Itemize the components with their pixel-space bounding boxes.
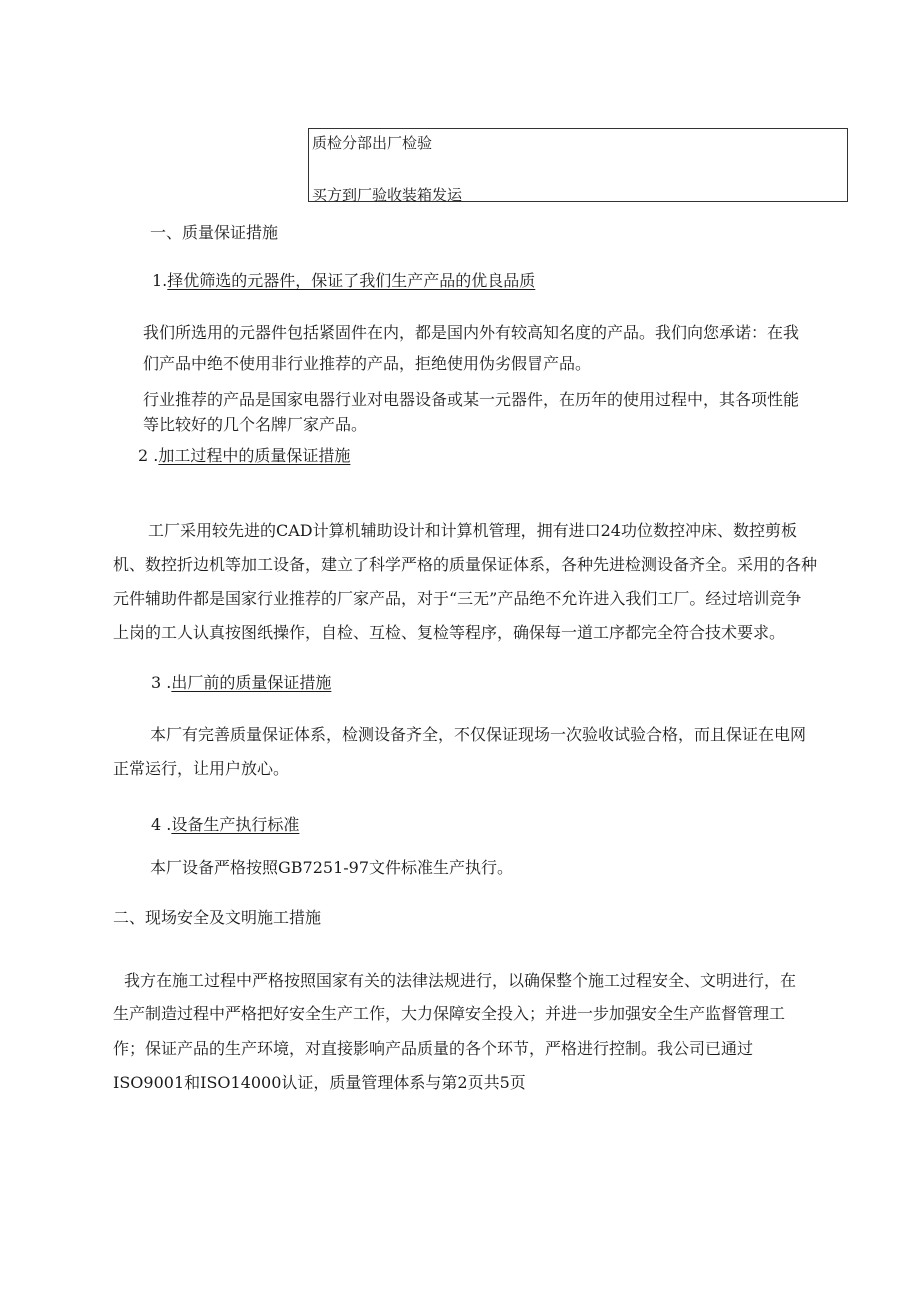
item-2-para-line-4: 上岗的工人认真按图纸操作，自检、互检、复检等程序，确保每一道工序都完全符合技术要求。: [113, 623, 786, 642]
item-1-para-2-line-1: 行业推荐的产品是国家电器行业对电器设备或某一元器件，在历年的使用过程中，其各项性能: [143, 390, 800, 409]
item-1-title: 择优筛选的元器件，保证了我们生产产品的优良品质: [167, 271, 536, 290]
section-2-para-line-3: 作；保证产品的生产环境，对直接影响产品质量的各个环节，严格进行控制。我公司已通过: [113, 1039, 754, 1058]
item-1-para-1-line-1: 我们所选用的元器件包括紧固件在内，都是国内外有较高知名度的产品。我们向您承诺：在我: [143, 323, 800, 342]
item-3-number: 3 .: [151, 673, 172, 692]
flow-step-box: [308, 128, 848, 202]
section-2-para-line-2: 生产制造过程中严格把好安全生产工作，大力保障安全投入；并进一步加强安全生产监督管理工: [113, 1004, 786, 1023]
item-3-para-line-2: 正常运行，让用户放心。: [113, 759, 290, 778]
item-2-title: 加工过程中的质量保证措施: [158, 446, 351, 465]
item-1-para-2-line-2: 等比较好的几个名牌厂家产品。: [143, 415, 368, 434]
section-1-title: 一、质量保证措施: [150, 223, 279, 242]
item-3-para-line-1: 本厂有完善质量保证体系，检测设备齐全，不仅保证现场一次验收试验合格，而且保证在电网: [150, 725, 807, 744]
item-2-para-line-2: 机、数控折边机等加工设备，建立了科学严格的质量保证体系，各种先进检测设备齐全。采用的各种: [113, 555, 818, 574]
item-2-para-line-1: 工厂采用较先进的CAD计算机辅助设计和计算机管理，拥有进口24功位数控冲床、数控剪板: [148, 521, 797, 540]
item-2-number: 2 .: [138, 446, 159, 465]
item-4-number: 4 .: [151, 815, 172, 834]
item-2-para-line-3: 元件辅助件都是国家行业推荐的厂家产品，对于“三无”产品绝不允许进入我们工厂。经过培训竞争: [113, 589, 802, 608]
item-2-heading: [138, 443, 350, 466]
section-2-para-line-1: 我方在施工过程中严格按照国家有关的法律法规进行，以确保整个施工过程安全、文明进行，在: [124, 971, 797, 990]
flow-step-qc: 质检分部出厂检验: [312, 134, 433, 152]
item-1-number: 1.: [152, 271, 168, 290]
item-4-heading: [151, 812, 299, 835]
item-3-title: 出厂前的质量保证措施: [171, 673, 332, 692]
item-4-para: 本厂设备严格按照GB7251-97文件标准生产执行。: [150, 858, 514, 877]
item-1-para-1-line-2: 们产品中绝不使用非行业推荐的产品，拒绝使用伪劣假冒产品。: [143, 354, 592, 373]
item-1-heading: [152, 268, 535, 291]
flow-step-acceptance: 买方到厂验收装箱发运: [312, 186, 463, 204]
section-2-para-line-4: ISO9001和ISO14000认证，质量管理体系与第2页共5页: [113, 1073, 526, 1092]
section-2-title: 二、现场安全及文明施工措施: [113, 908, 322, 927]
item-3-heading: [151, 670, 331, 693]
item-4-title: 设备生产执行标准: [171, 815, 300, 834]
